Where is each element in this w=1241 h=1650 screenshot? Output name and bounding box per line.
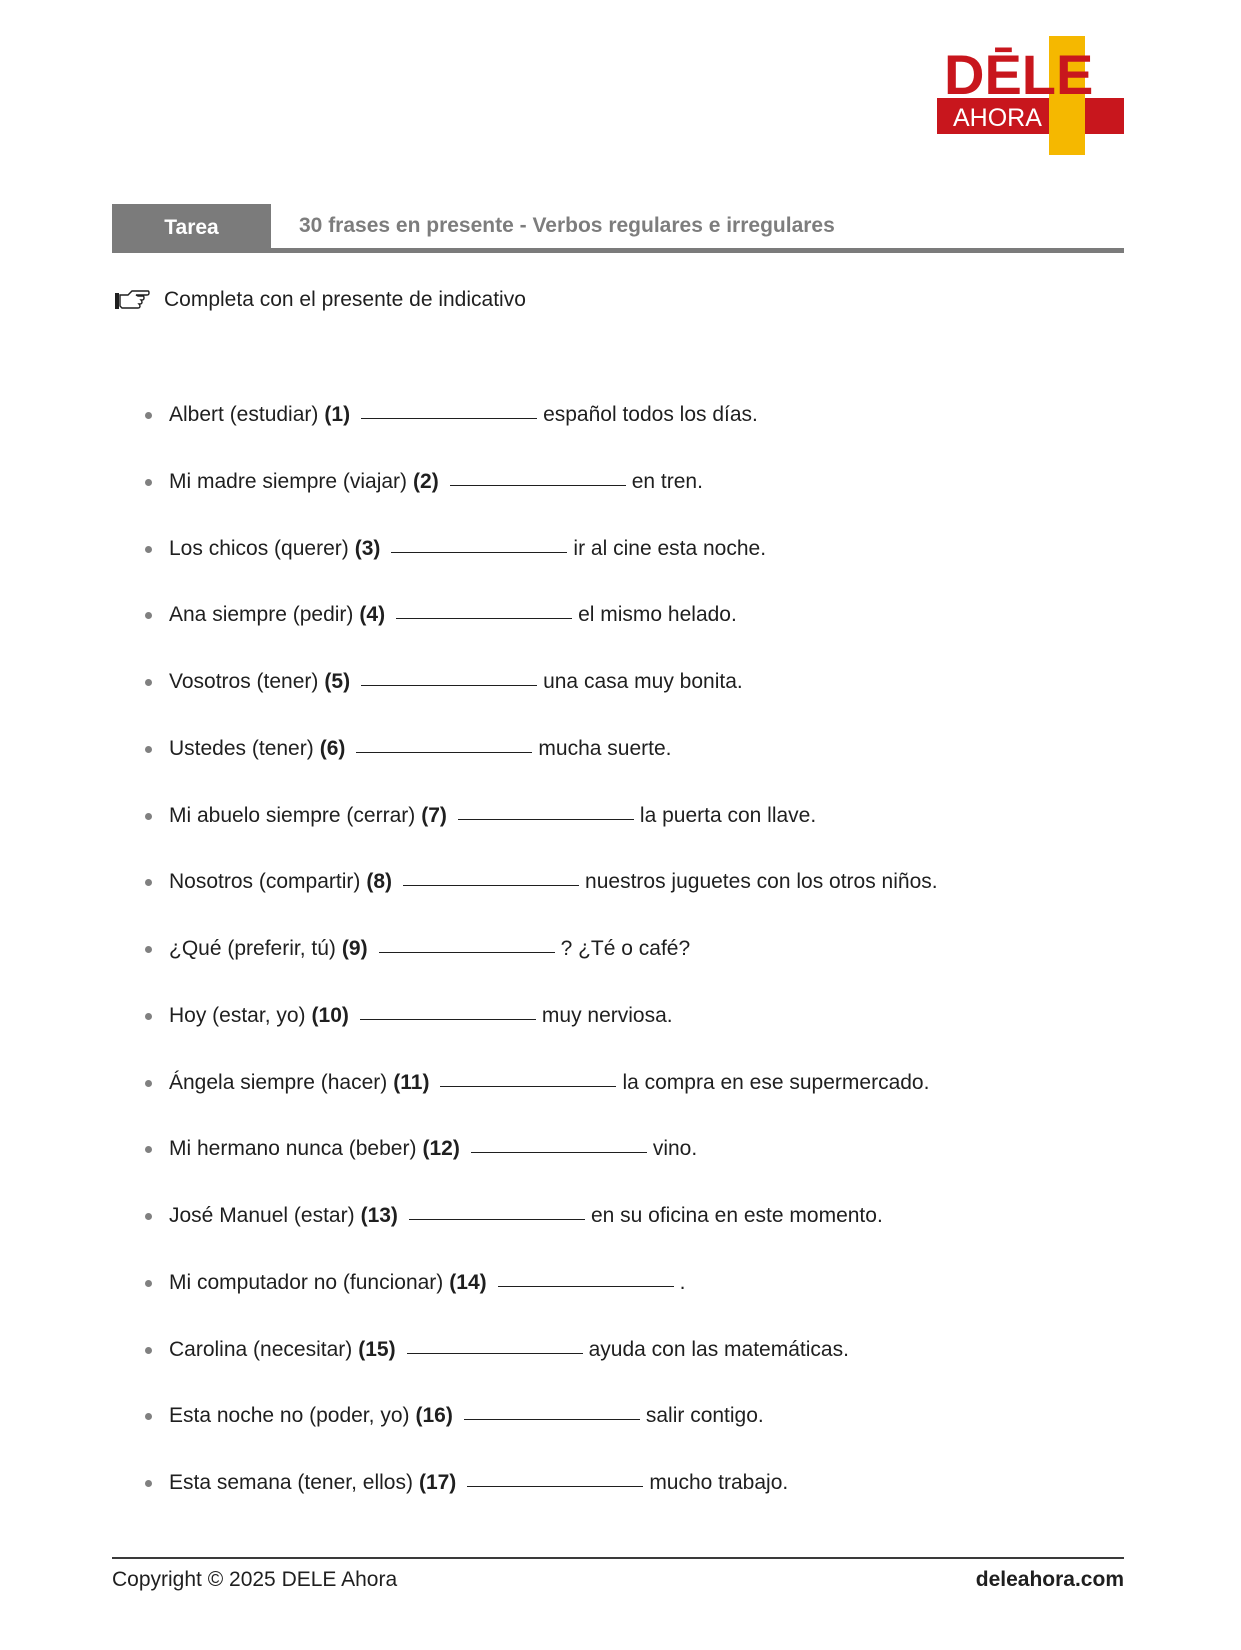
exercise-sentence	[169, 996, 673, 1036]
bullet	[145, 1213, 152, 1220]
answer-blank[interactable]	[450, 484, 626, 486]
site-link[interactable]: deleahora.com	[975, 1568, 1124, 1591]
exercise-continuation: nuestros juguetes con los otros niños.	[585, 870, 938, 894]
exercise-continuation: la compra en ese supermercado.	[622, 1070, 930, 1094]
exercise-continuation: el mismo helado.	[578, 603, 737, 627]
exercise-continuation: una casa muy bonita.	[543, 670, 743, 693]
answer-blank[interactable]	[403, 884, 579, 886]
exercise-prompt: Vosotros (tener)	[169, 670, 319, 693]
exercise-continuation: vino.	[652, 1137, 698, 1161]
bullet	[145, 813, 152, 820]
exercise-number: (17)	[418, 1471, 457, 1494]
exercise-number: (3)	[354, 536, 381, 560]
bullet	[145, 1146, 152, 1153]
exercise-item	[145, 729, 1145, 796]
exercise-item	[145, 929, 1145, 996]
exercise-continuation: ir al cine esta noche.	[573, 536, 767, 560]
exercise-number: (7)	[421, 803, 447, 827]
exercise-number: (16)	[415, 1404, 453, 1428]
exercise-number: (14)	[449, 1270, 487, 1294]
exercise-item	[145, 1396, 1145, 1463]
exercise-item	[145, 1063, 1145, 1130]
exercise-prompt: José Manuel (estar)	[169, 1204, 355, 1227]
exercise-item	[145, 862, 1145, 929]
exercise-item	[145, 529, 1145, 596]
exercise-item	[145, 462, 1145, 529]
exercise-prompt: Mi computador no (funcionar)	[169, 1270, 444, 1294]
answer-blank[interactable]	[396, 617, 572, 619]
answer-blank[interactable]	[409, 1218, 585, 1220]
svg-text:DĒLE: DĒLE	[944, 43, 1094, 106]
exercise-continuation: mucho trabajo.	[649, 1471, 789, 1494]
exercise-sentence	[169, 1263, 686, 1303]
exercise-item	[145, 796, 1145, 863]
answer-blank[interactable]	[391, 551, 567, 553]
answer-blank[interactable]	[498, 1285, 674, 1287]
answer-blank[interactable]	[464, 1418, 640, 1420]
exercise-sentence	[169, 929, 690, 969]
exercise-sentence	[169, 729, 671, 769]
exercise-prompt: Esta semana (tener, ellos)	[169, 1471, 413, 1494]
exercise-sentence	[169, 1129, 697, 1169]
bullet	[145, 1080, 152, 1087]
exercise-sentence	[169, 662, 743, 702]
answer-blank[interactable]	[361, 684, 537, 686]
exercise-item	[145, 996, 1145, 1063]
svg-text:AHORA: AHORA	[953, 104, 1042, 132]
exercise-number: (1)	[324, 403, 351, 426]
exercise-prompt: Albert (estudiar)	[169, 403, 319, 426]
bullet	[145, 1013, 152, 1020]
bullet	[145, 679, 152, 686]
exercise-number: (11)	[393, 1070, 430, 1094]
exercise-prompt: Mi abuelo siempre (cerrar)	[169, 803, 416, 827]
exercise-item	[145, 1330, 1145, 1397]
task-tab-label: Tarea	[112, 204, 271, 252]
answer-blank[interactable]	[360, 1018, 536, 1020]
exercise-item	[145, 395, 1145, 462]
exercise-sentence	[169, 529, 766, 569]
exercise-sentence	[169, 395, 758, 435]
exercise-prompt: Mi madre siempre (viajar)	[169, 469, 408, 493]
exercise-item	[145, 1196, 1145, 1263]
bullet	[145, 612, 152, 619]
exercise-sentence	[169, 862, 938, 902]
answer-blank[interactable]	[440, 1085, 616, 1087]
pointing-hand-icon	[114, 287, 150, 313]
exercise-number: (6)	[319, 736, 346, 760]
exercise-continuation: español todos los días.	[543, 403, 758, 426]
exercise-sentence	[169, 595, 737, 635]
exercise-sentence	[169, 462, 703, 502]
exercise-sentence	[169, 796, 816, 836]
exercise-item	[145, 1463, 1145, 1530]
exercise-continuation: ? ¿Té o café?	[560, 937, 691, 960]
exercise-number: (15)	[358, 1337, 396, 1361]
exercise-prompt: Ana siempre (pedir)	[169, 603, 354, 627]
instruction-text: Completa con el presente de indicativo	[164, 288, 526, 311]
bullet	[145, 546, 152, 553]
exercise-prompt: Nosotros (compartir)	[169, 870, 361, 894]
exercise-item	[145, 662, 1145, 729]
bullet	[145, 1347, 152, 1354]
exercise-item	[145, 1129, 1145, 1196]
bullet	[145, 746, 152, 753]
exercise-continuation: salir contigo.	[645, 1404, 764, 1428]
bullet	[145, 479, 152, 486]
exercise-number: (4)	[359, 603, 386, 627]
bullet	[145, 1280, 152, 1287]
task-title: 30 frases en presente - Verbos regulares e irregulares	[299, 214, 835, 237]
answer-blank[interactable]	[361, 417, 537, 419]
exercise-sentence	[169, 1396, 764, 1436]
exercise-prompt: Esta noche no (poder, yo)	[169, 1404, 410, 1428]
exercise-number: (2)	[413, 469, 439, 493]
exercise-number: (13)	[360, 1204, 398, 1227]
exercise-continuation: muy nerviosa.	[541, 1003, 673, 1027]
exercise-number: (10)	[311, 1003, 349, 1027]
exercise-sentence	[169, 1063, 929, 1103]
exercise-prompt: Ángela siempre (hacer)	[169, 1070, 388, 1094]
answer-blank[interactable]	[458, 818, 634, 820]
bullet	[145, 946, 152, 953]
exercise-list	[145, 395, 1145, 1530]
exercise-sentence	[169, 1196, 883, 1236]
exercise-item	[145, 595, 1145, 662]
exercise-prompt: Ustedes (tener)	[169, 736, 314, 760]
exercise-sentence	[169, 1330, 849, 1370]
exercise-prompt: Carolina (necesitar)	[169, 1337, 353, 1361]
answer-blank[interactable]	[356, 751, 532, 753]
exercise-prompt: Hoy (estar, yo)	[169, 1003, 306, 1027]
answer-blank[interactable]	[467, 1485, 643, 1487]
bullet	[145, 879, 152, 886]
dele-ahora-logo	[937, 36, 1124, 155]
exercise-prompt: ¿Qué (preferir, tú)	[169, 937, 336, 960]
bullet	[145, 412, 152, 419]
header-divider	[112, 248, 1124, 253]
exercise-number: (8)	[366, 870, 393, 894]
exercise-continuation: .	[679, 1270, 686, 1294]
exercise-continuation: la puerta con llave.	[639, 803, 817, 827]
footer-divider	[112, 1557, 1124, 1559]
exercise-continuation: ayuda con las matemáticas.	[588, 1337, 849, 1361]
answer-blank[interactable]	[379, 951, 555, 953]
exercise-number: (9)	[341, 937, 368, 960]
exercise-prompt: Mi hermano nunca (beber)	[169, 1137, 417, 1161]
bullet	[145, 1413, 152, 1420]
exercise-sentence	[169, 1463, 788, 1503]
answer-blank[interactable]	[471, 1151, 647, 1153]
exercise-item	[145, 1263, 1145, 1330]
exercise-continuation: en su oficina en este momento.	[590, 1204, 883, 1227]
exercise-continuation: en tren.	[631, 469, 703, 493]
bullet	[145, 1480, 152, 1487]
copyright-text: Copyright © 2025 DELE Ahora	[112, 1568, 398, 1591]
exercise-prompt: Los chicos (querer)	[169, 536, 349, 560]
answer-blank[interactable]	[407, 1352, 583, 1354]
instruction	[114, 284, 526, 316]
exercise-number: (12)	[422, 1137, 460, 1161]
exercise-continuation: mucha suerte.	[538, 736, 672, 760]
task-header	[112, 204, 1124, 252]
exercise-number: (5)	[324, 670, 351, 693]
